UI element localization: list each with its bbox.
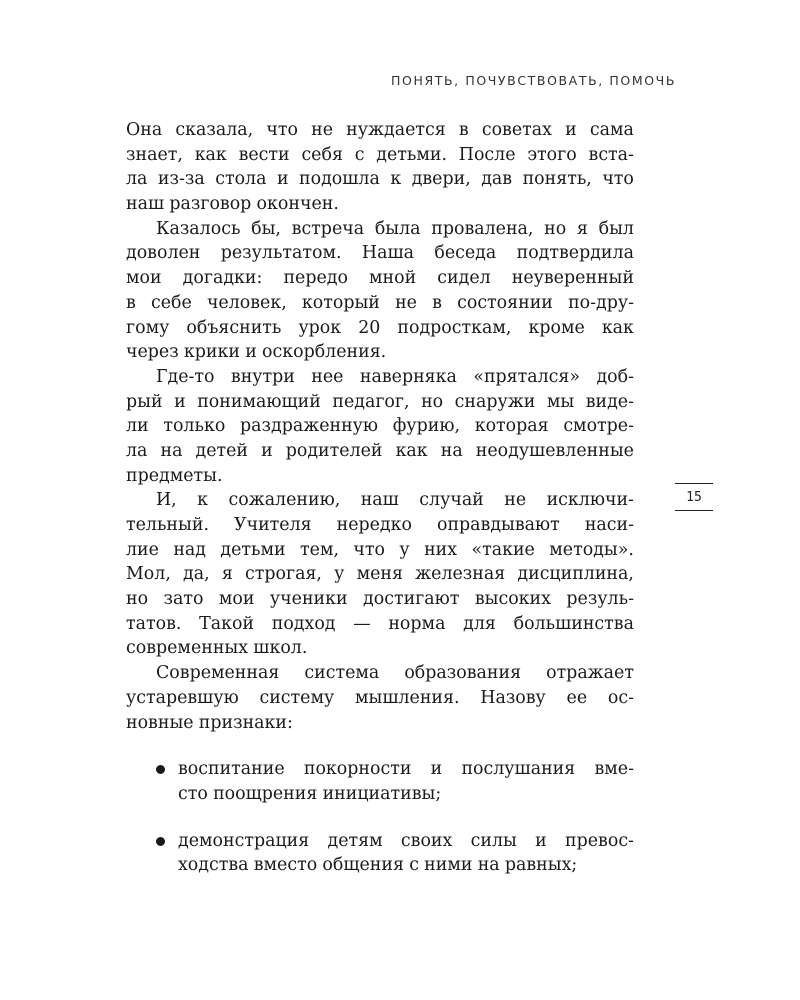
word: Где-то: [156, 366, 215, 387]
word: как: [601, 317, 634, 338]
text-line: [126, 266, 634, 291]
word: строгая,: [245, 564, 322, 585]
word: методы».: [549, 539, 634, 560]
word: в: [126, 292, 136, 313]
word: ос-: [607, 687, 634, 708]
list-item: [126, 757, 634, 806]
word: случай: [419, 490, 484, 511]
text-line: [126, 538, 634, 563]
word: детей: [195, 440, 249, 461]
word: родителей: [285, 440, 383, 461]
text-line: [126, 340, 634, 365]
word: лие: [126, 539, 159, 560]
paragraph-3: [126, 365, 634, 488]
word: современных: [126, 638, 249, 659]
word: к: [390, 169, 402, 190]
page-number-text: 15: [686, 489, 702, 505]
word: неуверенный: [511, 268, 634, 289]
word: снаружи: [454, 391, 536, 412]
word: сожалению,: [228, 490, 341, 511]
text-line: [126, 365, 634, 390]
word: догадки:: [182, 268, 263, 289]
word: доволен: [126, 243, 201, 264]
word: нуждается: [346, 120, 446, 140]
word: который: [301, 292, 380, 313]
word: детьми: [220, 539, 286, 560]
word: и: [535, 830, 547, 851]
word: вести: [238, 144, 290, 165]
word: вместо: [253, 855, 318, 876]
word: подход: [271, 613, 336, 634]
word: ними: [424, 855, 473, 876]
word: рый: [126, 391, 163, 412]
word: стола: [215, 169, 267, 190]
word: но: [544, 218, 567, 239]
paragraph-4: [126, 488, 634, 661]
word: была: [374, 218, 421, 239]
word: своих: [400, 830, 453, 851]
word: не: [395, 292, 417, 313]
word: советах: [481, 120, 552, 140]
word: детьми.: [376, 144, 447, 165]
word: гому: [126, 317, 170, 338]
word: только: [163, 416, 226, 437]
word: я: [221, 564, 233, 585]
word: знает,: [126, 144, 183, 165]
word: равных;: [504, 855, 578, 876]
word: система: [304, 663, 380, 684]
word: понимающий: [197, 391, 321, 412]
word: исключи-: [546, 490, 634, 511]
text-line: [126, 118, 634, 143]
word: себе: [150, 292, 192, 313]
word: ла: [126, 169, 148, 190]
text-line: [178, 853, 634, 878]
word: я: [576, 218, 588, 239]
word: общения: [322, 855, 404, 876]
word: по-дру-: [568, 292, 634, 313]
word: педагог,: [332, 391, 410, 412]
word: детям: [327, 830, 383, 851]
word: сто: [178, 783, 208, 804]
text-line: [126, 390, 634, 415]
word: вста-: [588, 144, 634, 165]
word: 20: [358, 317, 381, 338]
word: но: [126, 589, 149, 610]
text-line: [178, 757, 634, 782]
word: крики: [183, 342, 240, 363]
word: мышления.: [354, 687, 460, 708]
word: татов.: [126, 613, 182, 634]
word: и: [276, 169, 289, 190]
word: на: [160, 440, 183, 461]
word: Наша: [361, 243, 414, 264]
word: После: [458, 144, 516, 165]
word: покорности: [303, 759, 412, 780]
word: кроме: [528, 317, 585, 338]
word: раздраженную: [240, 416, 379, 437]
word: мы: [546, 391, 575, 412]
word: нее: [311, 366, 344, 387]
list-item: [126, 829, 634, 878]
word: Мол,: [126, 564, 171, 585]
word: над: [173, 539, 207, 560]
paragraph-2: [126, 217, 634, 365]
word: был: [598, 218, 634, 239]
word: сказала,: [175, 120, 254, 140]
word: ли: [126, 416, 149, 437]
word: устаревшую: [126, 687, 239, 708]
word: «такие: [471, 539, 535, 560]
word: мои: [126, 268, 162, 289]
word: беседа: [434, 243, 497, 264]
word: к: [197, 490, 209, 511]
word: подошла: [299, 169, 380, 190]
word: систему: [259, 687, 335, 708]
word: Такой: [199, 613, 255, 634]
word: признаки:: [198, 712, 293, 733]
word: вме-: [594, 759, 634, 780]
word: ла: [126, 440, 148, 461]
word: провалена,: [431, 218, 534, 239]
word: да,: [183, 564, 210, 585]
word: и: [245, 342, 257, 363]
word: мои: [218, 589, 255, 610]
word: превос-: [565, 830, 634, 851]
text-line: [126, 513, 634, 538]
word: внутри: [230, 366, 295, 387]
word: виде-: [585, 391, 634, 412]
word: подросткам,: [397, 317, 512, 338]
word: что: [602, 169, 634, 190]
word: не: [311, 120, 333, 140]
word: достигают: [363, 589, 460, 610]
word: бы,: [251, 218, 281, 239]
word: сама: [589, 120, 634, 140]
word: оправдывают: [436, 515, 560, 535]
word: объяснить: [186, 317, 282, 338]
word: образования: [404, 663, 522, 684]
text-line: [126, 711, 634, 736]
paragraph-5: [126, 661, 634, 735]
word: предметы.: [126, 465, 223, 486]
text-line: [126, 636, 634, 661]
text-line: [126, 167, 634, 192]
text-line: [126, 439, 634, 464]
word: новные: [126, 712, 194, 733]
word: из-за: [157, 169, 205, 190]
word: Она: [126, 120, 163, 140]
word: доб-: [596, 366, 634, 387]
word: в: [458, 120, 469, 140]
word: результатом.: [220, 243, 342, 264]
word: зато: [163, 589, 204, 610]
word: наси-: [584, 515, 634, 535]
word: школ.: [253, 638, 308, 659]
word: наш: [126, 194, 165, 215]
word: через: [126, 342, 179, 363]
word: меня: [356, 564, 403, 585]
word: как: [194, 144, 227, 165]
word: на: [440, 440, 463, 461]
bullet-icon: [156, 837, 165, 846]
text-line: [126, 488, 634, 513]
word: для: [463, 613, 496, 634]
word: Учителя: [234, 515, 312, 535]
paragraph-1: [126, 118, 634, 217]
text-line: [126, 562, 634, 587]
word: дав: [481, 169, 513, 190]
word: что: [266, 120, 298, 140]
word: не: [504, 490, 527, 511]
word: отражает: [546, 663, 634, 684]
text-line: [126, 661, 634, 686]
word: но: [421, 391, 444, 412]
text-line: [126, 241, 634, 266]
word: большинства: [513, 613, 634, 634]
word: И,: [156, 490, 177, 511]
word: передо: [283, 268, 348, 289]
word: неодушевленные: [475, 440, 634, 461]
word: «прятался»: [473, 366, 581, 387]
word: на: [477, 855, 500, 876]
text-line: [126, 143, 634, 168]
word: мной: [369, 268, 417, 289]
bullet-icon: [156, 765, 165, 774]
word: у: [334, 564, 345, 585]
word: сидел: [437, 268, 491, 289]
text-line: [126, 464, 634, 489]
word: и: [565, 120, 577, 140]
word: окончен.: [256, 194, 339, 215]
word: двери,: [411, 169, 471, 190]
text-line: [126, 217, 634, 242]
text-line: [126, 291, 634, 316]
word: состоянии: [457, 292, 553, 313]
word: оскорбления.: [262, 342, 387, 363]
word: с: [409, 855, 419, 876]
word: послушания: [461, 759, 576, 780]
text-line: [126, 316, 634, 341]
word: Казалось: [156, 218, 241, 239]
word: наш: [360, 490, 399, 511]
word: тельный.: [126, 515, 209, 535]
word: как: [395, 440, 428, 461]
word: понять,: [522, 169, 592, 190]
text-line: [126, 612, 634, 637]
word: них: [424, 539, 458, 560]
word: смотре-: [563, 416, 634, 437]
word: и: [430, 759, 443, 780]
text-line: [126, 686, 634, 711]
text-line: [178, 782, 634, 807]
word: этого: [527, 144, 577, 165]
word: демонстрация: [178, 830, 310, 851]
word: поощрения: [213, 783, 318, 804]
running-header: ПОНЯТЬ, ПОЧУВСТВОВАТЬ, ПОМОЧЬ: [391, 73, 676, 88]
word: ее: [566, 687, 588, 708]
word: встреча: [291, 218, 365, 239]
word: дисциплина,: [517, 564, 634, 585]
word: подтвердила: [516, 243, 634, 264]
word: Современная: [156, 663, 280, 684]
word: ходства: [178, 855, 249, 876]
word: фурию,: [392, 416, 460, 437]
word: урок: [298, 317, 342, 338]
text-line: [126, 192, 634, 217]
word: в: [432, 292, 442, 313]
word: норма: [388, 613, 446, 634]
word: с: [354, 144, 365, 165]
text-line: [126, 414, 634, 439]
word: человек,: [206, 292, 287, 313]
text-line: [126, 587, 634, 612]
body-text: [126, 118, 634, 878]
word: инициативы;: [322, 783, 442, 804]
word: себя: [301, 144, 343, 165]
word: наверняка: [359, 366, 457, 387]
word: Назову: [480, 687, 546, 708]
word: воспитание: [178, 759, 285, 780]
word: у: [399, 539, 410, 560]
word: и: [261, 440, 273, 461]
word: тем,: [300, 539, 340, 560]
page-number: [675, 483, 713, 511]
word: которая: [474, 416, 549, 437]
text-line: [178, 829, 634, 854]
word: разговор: [169, 194, 252, 215]
word: силы: [470, 830, 517, 851]
word: что: [353, 539, 386, 560]
word: и: [174, 391, 186, 412]
word: нередко: [336, 515, 412, 535]
word: железная: [415, 564, 506, 585]
word: резуль-: [566, 589, 634, 610]
word: —: [353, 613, 371, 634]
word: высоких: [474, 589, 551, 610]
word: ученики: [269, 589, 348, 610]
